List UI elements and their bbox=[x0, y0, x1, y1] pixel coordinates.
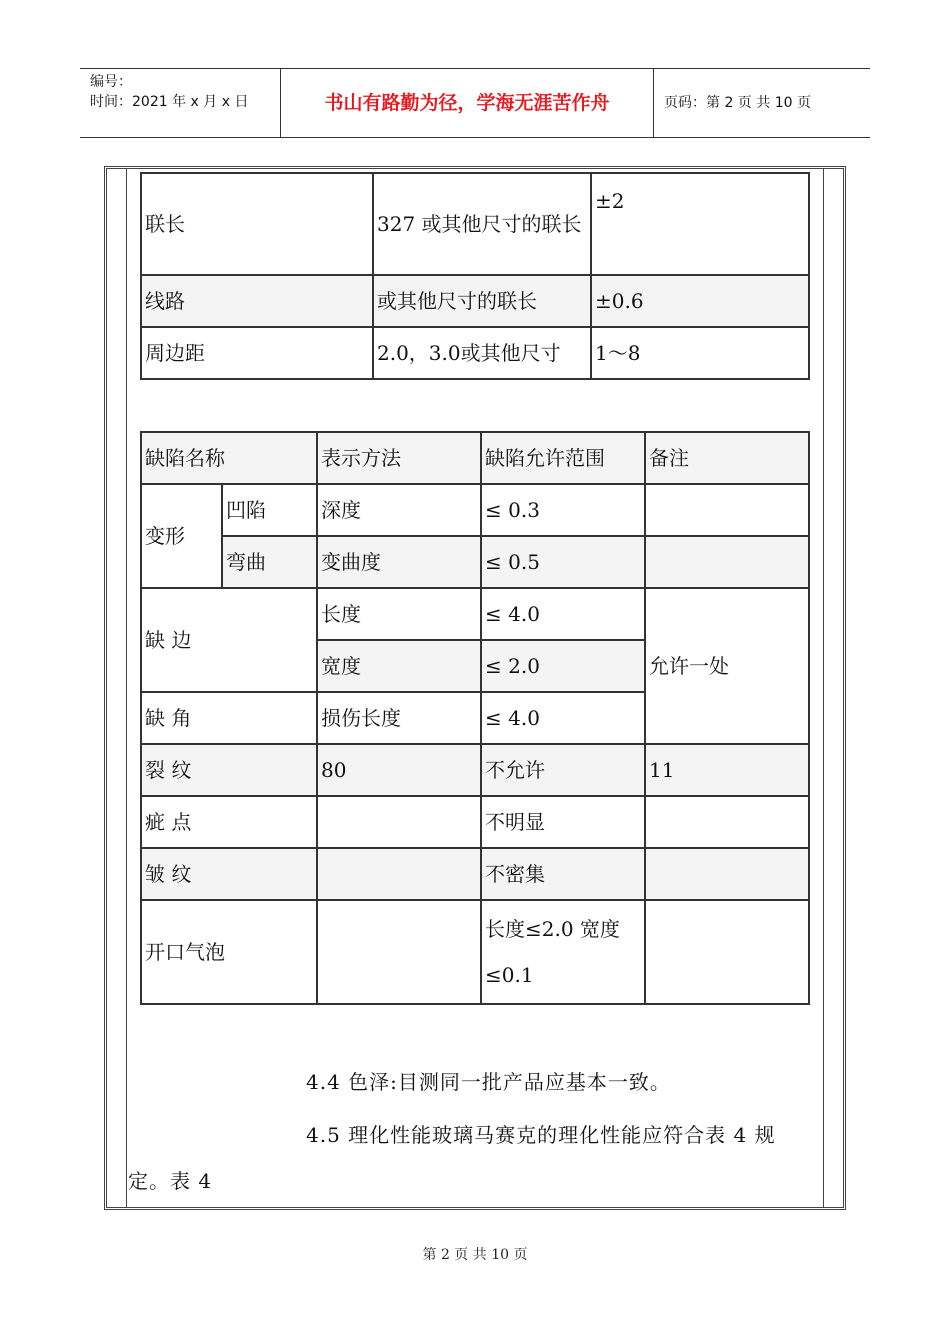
row-spec: 2.0，3.0或其他尺寸 bbox=[373, 327, 591, 379]
header-range: 缺陷允许范围 bbox=[481, 432, 645, 484]
table-row bbox=[141, 848, 809, 900]
bubble-range: 长度≤2.0 宽度≤0.1 bbox=[481, 900, 645, 1004]
bend-range: ≤ 0.5 bbox=[481, 536, 645, 588]
corner-range: ≤ 4.0 bbox=[481, 692, 645, 744]
header-motto: 书山有路勤为径，学海无涯苦作舟 bbox=[281, 69, 654, 137]
table-row bbox=[141, 588, 809, 640]
row-tolerance: ±2 bbox=[591, 173, 809, 275]
crack-cell: 裂 纹 bbox=[141, 744, 317, 796]
corner-method: 损伤长度 bbox=[317, 692, 481, 744]
row-tolerance: 1～8 bbox=[591, 327, 809, 379]
table-header-row bbox=[141, 432, 809, 484]
paragraph-4-5-cont: 定。表 4 bbox=[128, 1169, 213, 1193]
table-row bbox=[141, 536, 809, 588]
edge-width-range: ≤ 2.0 bbox=[481, 640, 645, 692]
edge-cell: 缺 边 bbox=[141, 588, 317, 692]
bend-cell: 弯曲 bbox=[222, 536, 317, 588]
page-header bbox=[80, 68, 870, 138]
spot-cell: 疵 点 bbox=[141, 796, 317, 848]
edge-width-method: 宽度 bbox=[317, 640, 481, 692]
table-row bbox=[141, 275, 809, 327]
wrinkle-method bbox=[317, 848, 481, 900]
frame-inner-right-line bbox=[823, 169, 824, 1207]
wrinkle-note bbox=[645, 848, 809, 900]
table-row bbox=[141, 173, 809, 275]
row-name: 联长 bbox=[141, 173, 373, 275]
crack-note: 11 bbox=[645, 744, 809, 796]
dent-method: 深度 bbox=[317, 484, 481, 536]
table-row bbox=[141, 484, 809, 536]
row-spec: 327 或其他尺寸的联长 bbox=[373, 173, 591, 275]
row-tolerance: ±0.6 bbox=[591, 275, 809, 327]
wrinkle-cell: 皱 纹 bbox=[141, 848, 317, 900]
dimension-table bbox=[140, 172, 810, 380]
spot-note bbox=[645, 796, 809, 848]
number-label: 编号： bbox=[90, 74, 132, 90]
bend-method: 变曲度 bbox=[317, 536, 481, 588]
edge-length-range: ≤ 4.0 bbox=[481, 588, 645, 640]
bubble-cell: 开口气泡 bbox=[141, 900, 317, 1004]
crack-method: 80 bbox=[317, 744, 481, 796]
table-row bbox=[141, 744, 809, 796]
bubble-method bbox=[317, 900, 481, 1004]
page-info: 页码：第 2 页 共 10 页 bbox=[664, 95, 811, 111]
paragraph-4-4: 4.4 色泽:目测同一批产品应基本一致。 bbox=[306, 1070, 671, 1094]
row-name: 周边距 bbox=[141, 327, 373, 379]
table-row bbox=[141, 327, 809, 379]
edge-length-method: 长度 bbox=[317, 588, 481, 640]
table-row bbox=[141, 796, 809, 848]
spot-range: 不明显 bbox=[481, 796, 645, 848]
crack-range: 不允许 bbox=[481, 744, 645, 796]
bubble-note bbox=[645, 900, 809, 1004]
allow-one-note: 允许一处 bbox=[645, 588, 809, 744]
header-defect-name: 缺陷名称 bbox=[141, 432, 317, 484]
defect-table bbox=[140, 431, 810, 1005]
bend-note bbox=[645, 536, 809, 588]
header-meta bbox=[80, 69, 281, 137]
time-label: 时间：2021 年 x 月 x 日 bbox=[90, 94, 249, 110]
wrinkle-range: 不密集 bbox=[481, 848, 645, 900]
deform-cell: 变形 bbox=[141, 484, 222, 588]
frame-inner-left-line bbox=[126, 169, 127, 1207]
page-footer: 第 2 页 共 10 页 bbox=[422, 1247, 528, 1263]
paragraph-4-5: 4.5 理化性能玻璃马赛克的理化性能应符合表 4 规 bbox=[306, 1123, 776, 1147]
corner-cell: 缺 角 bbox=[141, 692, 317, 744]
table-row bbox=[141, 900, 809, 1004]
row-spec: 或其他尺寸的联长 bbox=[373, 275, 591, 327]
header-method: 表示方法 bbox=[317, 432, 481, 484]
row-name: 线路 bbox=[141, 275, 373, 327]
dent-note bbox=[645, 484, 809, 536]
dent-cell: 凹陷 bbox=[222, 484, 317, 536]
spot-method bbox=[317, 796, 481, 848]
dent-range: ≤ 0.3 bbox=[481, 484, 645, 536]
header-note: 备注 bbox=[645, 432, 809, 484]
